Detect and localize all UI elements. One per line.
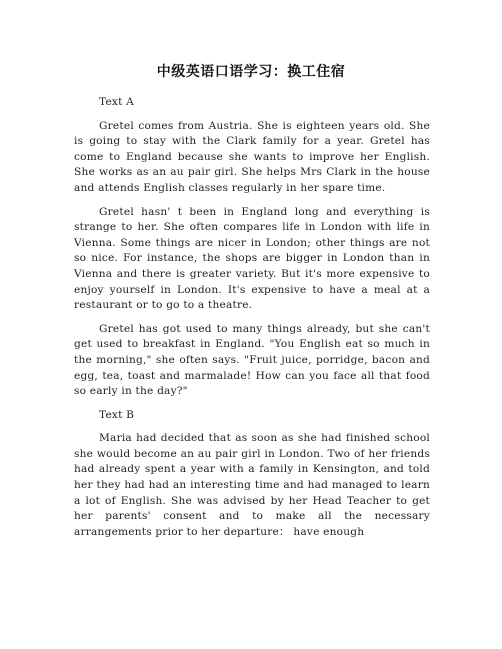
paragraph: Gretel has got used to many things already, but she can't get used to breakfast in England. "You English eat so much in the morning," she often says. "Fruit juice, porridge, bacon and egg, tea, toast and marmalade! How can you face all that food so early in the day?"	[74, 322, 430, 398]
paragraph: Maria had decided that as soon as she had finished school she would become an au pair girl in London. Two of her friends had already spent a year with a family in Kensington, and told her they had had an interesting time and had managed to learn a lot of English. She was advised by her Head Teacher to get her parents' consent and to make all the necessary arrangements prior to her departure： have enough	[74, 432, 430, 538]
section-heading-text-b: Text B	[99, 408, 135, 421]
document-body	[74, 95, 430, 548]
document-title: 中级英语口语学习：换工住宿	[156, 64, 346, 80]
section-heading-text-a: Text A	[99, 96, 134, 108]
paragraph: Gretel hasn' t been in England long and everything is strange to her. She often compares life in London with life in Vienna. Some things are nicer in London; other things are not so nice. For instance, the shops are bigger in London than in Vienna and there is greater variety. But it's more expensive to enjoy yourself in London. It's expensive to have a meal at a restaurant or to go to a theatre.	[74, 205, 430, 312]
paragraph: Gretel comes from Austria. She is eighteen years old. She is going to stay with the Clark family for a year. Gretel has come to England because she wants to improve her English. She works as an au pair girl. She helps Mrs Clark in the house and attends English classes regularly in her spare time.	[74, 119, 430, 194]
